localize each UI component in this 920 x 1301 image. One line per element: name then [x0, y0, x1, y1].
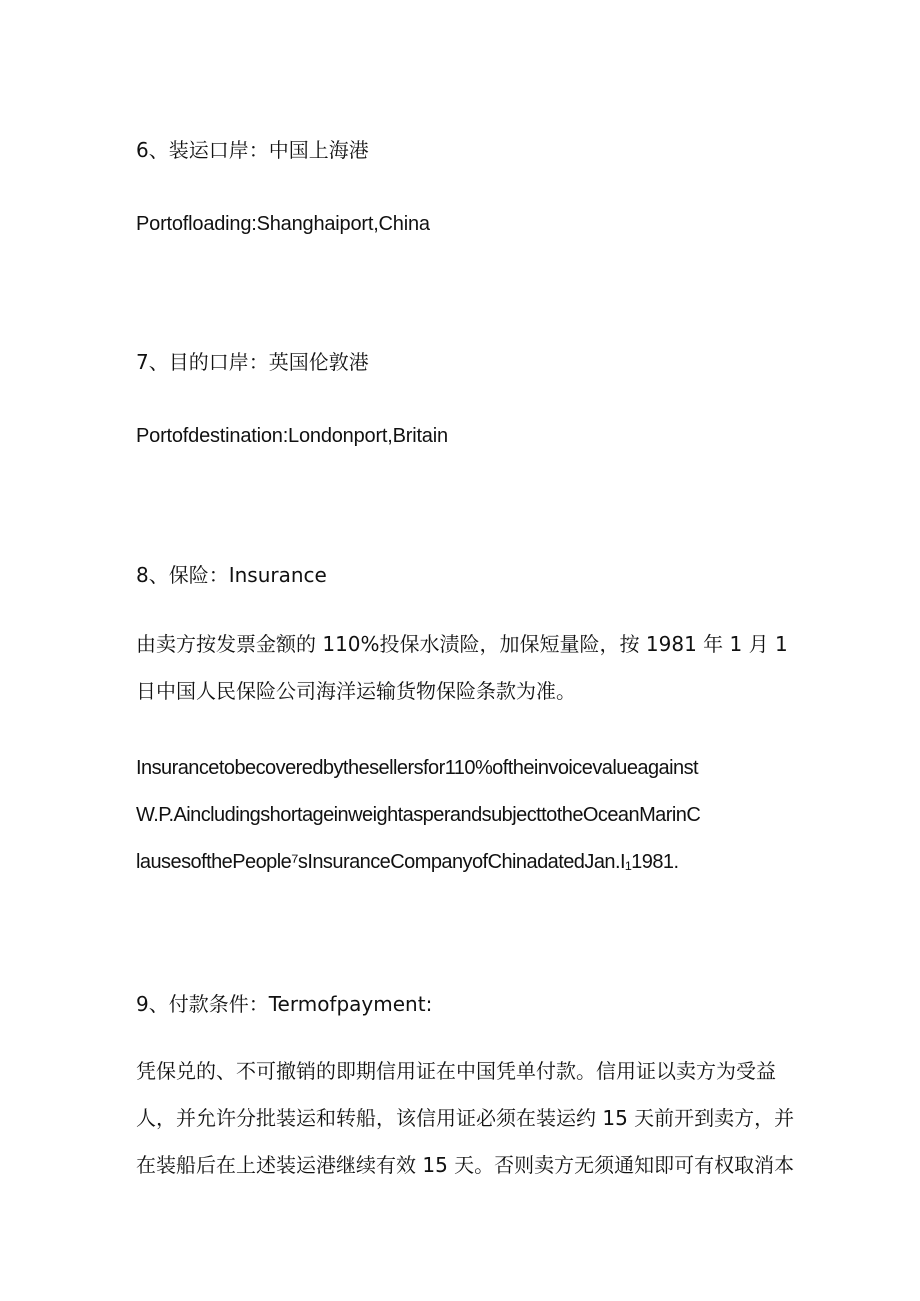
- section-9-chinese-line-2: 人，并允许分批装运和转船，该信用证必须在装运约 15 天前开到卖方，并: [136, 1106, 795, 1130]
- section-8-heading: 8、保险：Insurance: [136, 563, 327, 587]
- section-8-chinese-line-2: 日中国人民保险公司海洋运输货物保险条款为准。: [136, 679, 576, 703]
- section-9-chinese-line-1: 凭保兑的、不可撤销的即期信用证在中国凭单付款。信用证以卖方为受益: [136, 1059, 776, 1083]
- section-7-english-line: Portofdestination:Londonport,Britain: [136, 425, 448, 447]
- section-8-english-line-1: Insurancetobecoveredbythesellersfor110%oftheinvoicevalueagainst: [136, 757, 699, 779]
- section-9-chinese-line-3: 在装船后在上述装运港继续有效 15 天。否则卖方无须通知即可有权取消本: [136, 1153, 795, 1177]
- section-6-heading: 6、装运口岸：中国上海港: [136, 138, 369, 162]
- section-6-english-line: Portofloading:Shanghaiport,China: [136, 213, 430, 235]
- section-8-chinese-line-1: 由卖方按发票金额的 110%投保水渍险，加保短量险，按 1981 年 1 月 1: [136, 632, 788, 656]
- section-7-heading: 7、目的口岸：英国伦敦港: [136, 350, 369, 374]
- section-8-english-line-3: lausesofthePeople⁷sInsuranceCompanyofChinadatedJan.I₁1981.: [136, 851, 679, 873]
- section-9-heading: 9、付款条件：Termofpayment:: [136, 992, 433, 1016]
- section-8-english-line-2: W.P.AincludingshortageinweightasperandsubjecttotheOceanMarinC: [136, 804, 701, 826]
